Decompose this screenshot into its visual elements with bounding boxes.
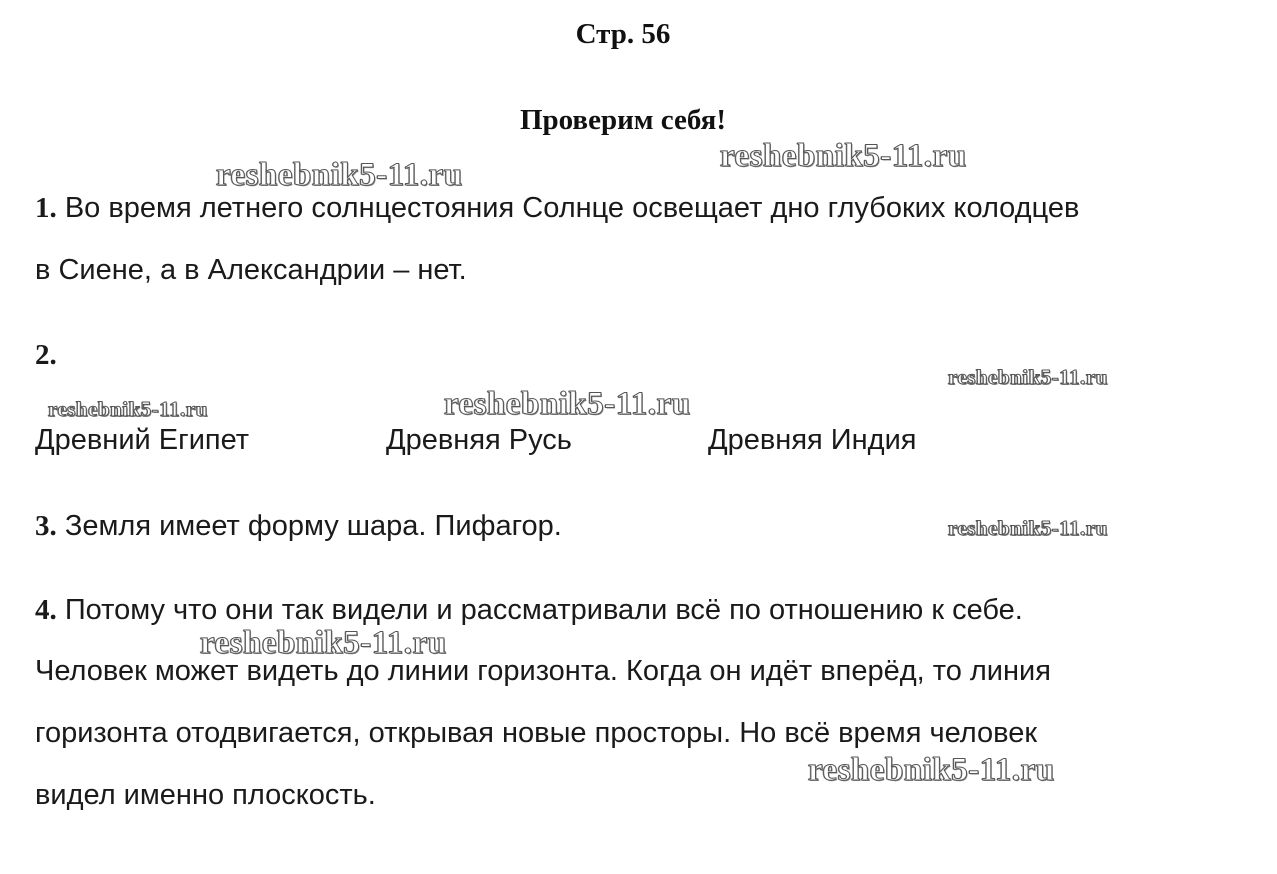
watermark: reshebnik5-11.ru <box>948 516 1108 540</box>
answer-3-number: 3. <box>35 510 57 542</box>
watermark: reshebnik5-11.ru <box>48 397 208 421</box>
answer-4-text-3: горизонта отодвигается, открывая новые просторы. Но всё время человек <box>35 717 1038 749</box>
watermark: reshebnik5-11.ru <box>444 386 691 422</box>
watermark: reshebnik5-11.ru <box>216 157 463 193</box>
answer-4-line-1 <box>35 590 1023 630</box>
answer-4-text-4: видел именно плоскость. <box>35 779 376 811</box>
watermark: reshebnik5-11.ru <box>720 138 967 174</box>
answer-2-item-rus: Древняя Русь <box>386 424 572 456</box>
section-heading: Проверим себя! <box>519 104 727 136</box>
watermark: reshebnik5-11.ru <box>948 365 1108 389</box>
watermark: reshebnik5-11.ru <box>200 625 447 661</box>
page-title: Стр. 56 <box>575 18 671 50</box>
answer-4-number: 4. <box>35 594 57 626</box>
answer-4-text-2: Человек может видеть до линии горизонта. Когда он идёт вперёд, то линия <box>35 655 1051 687</box>
answer-4-text-1: Потому что они так видели и рассматривали всё по отношению к себе. <box>64 594 1023 626</box>
answer-2-number: 2. <box>35 339 57 371</box>
watermark: reshebnik5-11.ru <box>808 752 1055 788</box>
answer-1-line-1 <box>35 188 1079 228</box>
answer-2-item-india: Древняя Индия <box>708 424 917 456</box>
answer-1-number: 1. <box>35 192 57 224</box>
answer-1-text-1: Во время летнего солнцестояния Солнце освещает дно глубоких колодцев <box>64 192 1080 224</box>
answer-1-text-2: в Сиене, а в Александрии – нет. <box>35 254 467 286</box>
answer-3-line <box>35 506 562 546</box>
answer-2-item-egypt: Древний Египет <box>35 424 250 456</box>
answer-3-text: Земля имеет форму шара. Пифагор. <box>64 510 562 542</box>
